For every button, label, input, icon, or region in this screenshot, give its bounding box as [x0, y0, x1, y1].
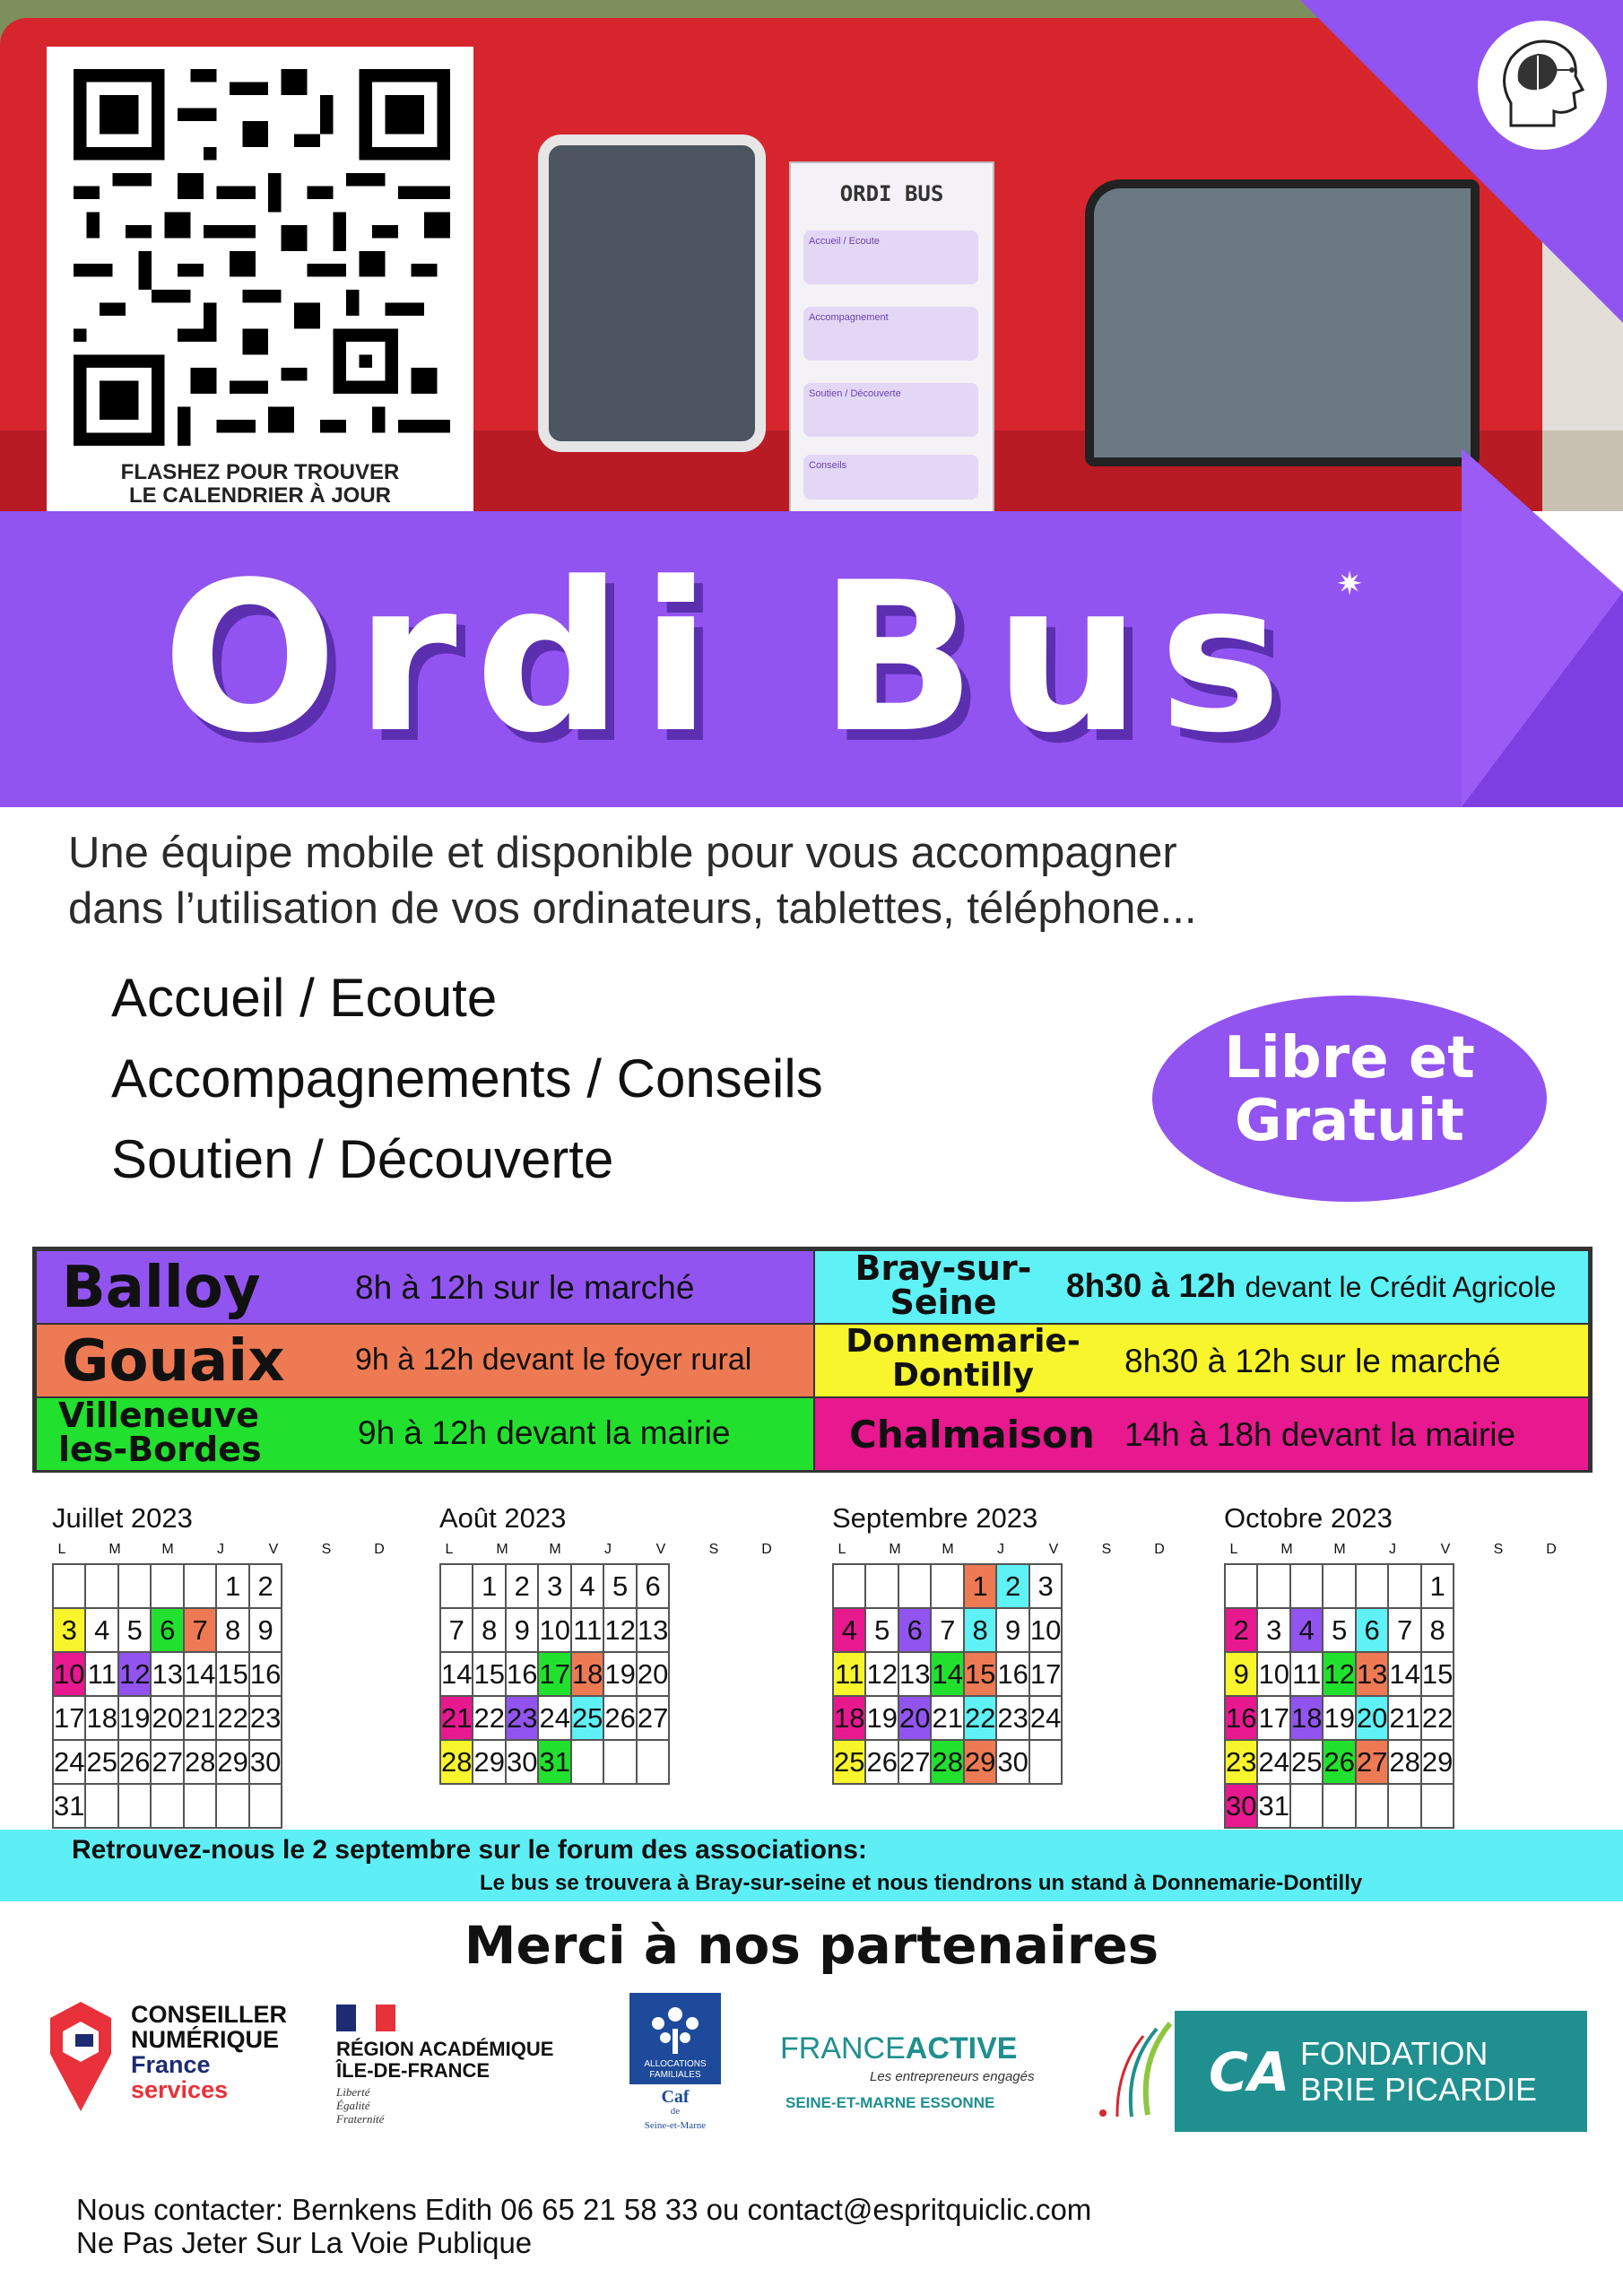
van-side-window: [538, 135, 766, 452]
calendar-day: 24: [1029, 1696, 1062, 1740]
calendar-day-header: J: [1389, 1542, 1396, 1557]
fondation-brie-picardie-logo: [1175, 2011, 1587, 2132]
calendar-day-header: L: [1229, 1542, 1238, 1557]
calendar-day: 1: [1421, 1564, 1454, 1608]
logo-text: Fraternité: [336, 2112, 385, 2126]
calendar-day: 8: [1421, 1608, 1454, 1652]
qr-code-panel: [47, 47, 473, 513]
town-hours: 9h à 12h devant le foyer rural: [355, 1343, 752, 1377]
calendar-day: 7: [931, 1608, 963, 1652]
calendar-day: 23: [1225, 1740, 1257, 1784]
calendar-day-header: M: [108, 1542, 121, 1557]
calendar-day: 16: [249, 1652, 282, 1696]
banner-arrow-shape: [1462, 448, 1623, 807]
conseiller-numerique-logo: [45, 1998, 305, 2115]
calendar-day: 28: [931, 1740, 963, 1784]
qr-code[interactable]: [74, 69, 450, 446]
calendar-day: 21: [1388, 1696, 1420, 1740]
calendar-day-header: M: [942, 1542, 954, 1557]
calendar-day: 20: [637, 1652, 669, 1696]
intro-text: [68, 825, 1557, 936]
calendar-month-title: Septembre 2023: [832, 1502, 1038, 1534]
calendar-day: [1388, 1784, 1420, 1828]
calendar-day: 12: [118, 1652, 151, 1696]
calendar-day: 9: [506, 1608, 538, 1652]
calendar-day: 4: [571, 1564, 603, 1608]
calendar-day-header: L: [838, 1542, 846, 1557]
calendar-day: 15: [1421, 1652, 1454, 1696]
calendar-day-header: M: [889, 1542, 901, 1557]
calendar-day: 13: [151, 1652, 183, 1696]
logo-text: FONDATION: [1300, 2035, 1488, 2072]
calendar-day: [931, 1564, 963, 1608]
calendar-day: 13: [898, 1652, 931, 1696]
calendar-day: 31: [53, 1784, 85, 1828]
calendar-day: 21: [440, 1696, 473, 1740]
calendar-day: 30: [1225, 1784, 1257, 1828]
calendar-day: 9: [249, 1608, 282, 1652]
calendar-day: [1323, 1784, 1355, 1828]
brain-head-logo: [1475, 18, 1610, 152]
calendar-day: 10: [1257, 1652, 1289, 1696]
calendar-day: 25: [85, 1740, 117, 1784]
calendar-grid: [439, 1563, 670, 1785]
qr-caption: [47, 461, 473, 508]
calendar-day: 3: [1257, 1608, 1289, 1652]
calendar-day: [151, 1564, 183, 1608]
calendar-day: 26: [603, 1696, 636, 1740]
calendar-day: [1388, 1564, 1420, 1608]
qr-caption-line: FLASHEZ POUR TROUVER: [120, 460, 400, 484]
calendar-day: 8: [473, 1608, 505, 1652]
forum-line: Le bus se trouvera à Bray-sur-seine et nous tiendrons un stand à Donnemarie-Dontilly: [480, 1871, 1363, 1895]
calendar-day: 16: [996, 1652, 1028, 1696]
board-item: Accueil / Ecoute: [803, 230, 978, 284]
calendar-day: 25: [833, 1740, 865, 1784]
logo-text: ÎLE-DE-FRANCE: [336, 2059, 490, 2082]
calendar-day: 28: [1388, 1740, 1420, 1784]
calendar-day: 11: [85, 1652, 117, 1696]
calendar-day: 7: [1388, 1608, 1420, 1652]
calendar-day: 1: [473, 1564, 505, 1608]
free-badge: [1152, 996, 1547, 1202]
calendar-day: 29: [216, 1740, 248, 1784]
town-name: Balloy: [62, 1255, 261, 1321]
calendar-day: [1290, 1784, 1323, 1828]
calendar-day: 12: [1323, 1652, 1355, 1696]
calendar-day: 20: [1356, 1696, 1388, 1740]
calendar-day: [85, 1564, 117, 1608]
calendar-day: 27: [151, 1740, 183, 1784]
calendar-day: 14: [931, 1652, 963, 1696]
town-name: Bray-sur- Seine: [855, 1249, 1032, 1322]
french-flag-icon: [336, 2005, 395, 2031]
calendar-day: 11: [571, 1608, 603, 1652]
calendar-day: 30: [249, 1740, 282, 1784]
calendar-day: 22: [1421, 1696, 1454, 1740]
calendar-day: 17: [538, 1652, 570, 1696]
board-title: ORDI BUS: [839, 181, 944, 206]
calendar-day: 19: [118, 1696, 151, 1740]
calendar-day: [118, 1784, 151, 1828]
calendar-day: 15: [473, 1652, 505, 1696]
calendar-day: 30: [506, 1740, 538, 1784]
logo-text: ALLOCATIONS: [644, 2059, 707, 2069]
calendar-day: 13: [637, 1608, 669, 1652]
town-hours: 14h à 18h devant la mairie: [1124, 1416, 1516, 1453]
calendar-day: [53, 1564, 85, 1608]
calendar-day: [833, 1564, 865, 1608]
contact-info: Nous contacter: Bernkens Edith 06 65 21 58 33 ou contact@espritquiclic.com: [76, 2193, 1092, 2226]
calendar-day: 29: [473, 1740, 505, 1784]
family-tree-icon: [642, 2002, 708, 2056]
schedule-cell-gouaix: [35, 1323, 815, 1398]
van-info-board: [789, 161, 994, 511]
calendar-day: 23: [249, 1696, 282, 1740]
calendar-day: 3: [53, 1608, 85, 1652]
calendar-day: 15: [964, 1652, 996, 1696]
calendar-day: 4: [833, 1608, 865, 1652]
calendar-day: 22: [216, 1696, 248, 1740]
partners-title: Merci à nos partenaires: [464, 1915, 1159, 1976]
calendar-day-header: L: [445, 1542, 454, 1557]
calendar-day-header: V: [655, 1542, 666, 1557]
calendar-day: 2: [996, 1564, 1028, 1608]
calendar-day: 21: [184, 1696, 216, 1740]
calendar-day: [1029, 1740, 1062, 1784]
calendar-day: 29: [964, 1740, 996, 1784]
calendar-day: [1356, 1784, 1388, 1828]
calendar-day: 1: [964, 1564, 996, 1608]
calendar-day: 6: [898, 1608, 931, 1652]
calendar-day: 7: [184, 1608, 216, 1652]
calendar-day: 31: [538, 1740, 570, 1784]
calendar-day: 22: [473, 1696, 505, 1740]
forum-line: Retrouvez-nous le 2 septembre sur le forum des associations:: [72, 1835, 867, 1865]
calendar-day: 4: [1290, 1608, 1323, 1652]
calendar-day: [249, 1784, 282, 1828]
logo-text: CONSEILLER: [131, 2001, 288, 2028]
town-name: Donnemarie- Dontilly: [846, 1323, 1081, 1394]
calendar-day: 21: [931, 1696, 963, 1740]
calendar-day: [184, 1784, 216, 1828]
calendar-day: 2: [249, 1564, 282, 1608]
service-item: Soutien / Découverte: [111, 1129, 614, 1189]
calendar-day: 18: [1290, 1696, 1323, 1740]
badge-line: Gratuit: [1235, 1088, 1464, 1154]
logo-text: services: [131, 2076, 229, 2103]
calendar-day: [216, 1784, 248, 1828]
calendar-month-title: Octobre 2023: [1224, 1502, 1393, 1534]
fondation-swoosh-icon: [1085, 2016, 1184, 2124]
calendar-day-header: M: [496, 1542, 508, 1557]
calendar-day-header: M: [1333, 1542, 1346, 1557]
logo-text: Les entrepreneurs engagés: [870, 2069, 1035, 2084]
calendar-grid: [832, 1563, 1063, 1785]
calendar-day: 19: [865, 1696, 898, 1740]
calendar-day-header: D: [1546, 1542, 1557, 1557]
logo-text: RÉGION ACADÉMIQUE: [336, 2038, 554, 2060]
calendar-day-header: V: [268, 1542, 279, 1557]
calendar-day: 27: [637, 1696, 669, 1740]
logo-text: NUMÉRIQUE: [131, 2026, 280, 2053]
calendar-day: 25: [571, 1696, 603, 1740]
calendar-grid: [1224, 1563, 1454, 1829]
calendar-day: [637, 1740, 669, 1784]
schedule-cell-villeneuve: [35, 1396, 815, 1472]
calendar-day-header: L: [57, 1542, 66, 1557]
calendar-day: [603, 1740, 636, 1784]
calendar-day: 11: [833, 1652, 865, 1696]
intro-line: dans l’utilisation de vos ordinateurs, tablettes, téléphone...: [68, 884, 1197, 933]
schedule-table: [32, 1247, 1593, 1473]
town-name: Villeneuve les-Bordes: [58, 1396, 262, 1469]
calendar-day-header: D: [374, 1542, 385, 1557]
calendar-day: [571, 1740, 603, 1784]
schedule-cell-bray: [813, 1249, 1590, 1325]
calendar-day: 16: [506, 1652, 538, 1696]
town-name: Gouaix: [62, 1328, 285, 1395]
calendar-day: 17: [1257, 1696, 1289, 1740]
calendar-day: 18: [833, 1696, 865, 1740]
calendar-day: 10: [538, 1608, 570, 1652]
calendar-day: 3: [538, 1564, 570, 1608]
badge-line: Libre et: [1224, 1025, 1475, 1091]
caf-logo: [629, 1993, 721, 2145]
calendar-day: 23: [996, 1696, 1028, 1740]
calendar-day: [1356, 1564, 1388, 1608]
calendar-day: [118, 1564, 151, 1608]
board-item: Conseils: [803, 455, 978, 500]
town-hours: 8h à 12h sur le marché: [355, 1269, 695, 1306]
logo-text: France: [131, 2051, 211, 2078]
logo-text: FRANCEACTIVE: [780, 2031, 1018, 2066]
calendar-day: 5: [118, 1608, 151, 1652]
schedule-cell-donnemarie: [813, 1323, 1590, 1398]
calendar-day: [1257, 1564, 1289, 1608]
calendar-day: 2: [506, 1564, 538, 1608]
intro-line: Une équipe mobile et disponible pour vous accompagner: [68, 829, 1177, 877]
region-academique-logo: [336, 2005, 596, 2130]
logo-text: Égalité: [336, 2099, 370, 2112]
calendar-day-header: M: [1280, 1542, 1293, 1557]
schedule-cell-balloy: [35, 1249, 815, 1325]
disclaimer: Ne Pas Jeter Sur La Voie Publique: [76, 2226, 533, 2259]
calendar-day-header: V: [1048, 1542, 1059, 1557]
calendar-day: 29: [1421, 1740, 1454, 1784]
calendar-day: 9: [996, 1608, 1028, 1652]
calendar-day: 19: [1323, 1696, 1355, 1740]
calendar-day: [184, 1564, 216, 1608]
calendar-day: [1290, 1564, 1323, 1608]
calendar-day: 23: [506, 1696, 538, 1740]
calendar-day: 31: [1257, 1784, 1289, 1828]
calendar-day: 20: [151, 1696, 183, 1740]
board-item: Soutien / Découverte: [803, 383, 978, 437]
ca-mark-icon: CA: [1209, 2041, 1290, 2104]
logo-text: SEINE-ET-MARNE ESSONNE: [785, 2094, 995, 2111]
calendar-day-header: S: [321, 1542, 332, 1557]
calendar-day: [865, 1564, 898, 1608]
town-name: Chalmaison: [849, 1413, 1095, 1457]
calendar-day: 12: [865, 1652, 898, 1696]
calendar-day-header: S: [708, 1542, 719, 1557]
calendar-grid: [52, 1563, 282, 1829]
logo-text: Seine-et-Marne: [644, 2120, 707, 2131]
calendar-day: [1225, 1564, 1257, 1608]
calendar-day: 1: [216, 1564, 248, 1608]
logo-text: de: [670, 2106, 681, 2117]
calendar-day: 24: [53, 1740, 85, 1784]
calendar-day-header: S: [1493, 1542, 1504, 1557]
calendar-day: 6: [151, 1608, 183, 1652]
calendar-day: 28: [184, 1740, 216, 1784]
calendar-day: 18: [571, 1652, 603, 1696]
france-active-logo: [780, 2031, 1049, 2130]
calendar-day-header: S: [1101, 1542, 1112, 1557]
calendar-day: 12: [603, 1608, 636, 1652]
calendar-day: 20: [898, 1696, 931, 1740]
calendar-day: 26: [118, 1740, 151, 1784]
calendar-day: 27: [898, 1740, 931, 1784]
town-hours: 9h à 12h devant la mairie: [358, 1414, 731, 1451]
town-hours: 8h30 à 12h devant le Crédit Agricole: [1066, 1267, 1557, 1304]
calendar-day: 8: [216, 1608, 248, 1652]
board-item: Accompagnement: [803, 307, 978, 361]
calendar-day: 7: [440, 1608, 473, 1652]
calendar-day: [440, 1564, 473, 1608]
calendar-day: [151, 1784, 183, 1828]
calendar-day: 5: [865, 1608, 898, 1652]
calendar-day: 17: [53, 1696, 85, 1740]
calendar-day-header: J: [604, 1542, 612, 1557]
logo-text: BRIE PICARDIE: [1300, 2071, 1538, 2108]
calendar-day: 2: [1225, 1608, 1257, 1652]
page-title: Ordi Bus: [161, 539, 1300, 778]
calendar-day-header: M: [549, 1542, 561, 1557]
calendar-day: 18: [85, 1696, 117, 1740]
calendar-day: [898, 1564, 931, 1608]
sparkle-icon: ✷: [1336, 565, 1364, 602]
calendar-day: [1421, 1784, 1454, 1828]
calendar-day: 28: [440, 1740, 473, 1784]
schedule-cell-chalmaison: [813, 1396, 1590, 1472]
calendar-day-header: V: [1440, 1542, 1451, 1557]
map-pin-icon: [45, 1998, 117, 2115]
calendar-day: 13: [1356, 1652, 1388, 1696]
calendar-day: 25: [1290, 1740, 1323, 1784]
service-item: Accompagnements / Conseils: [111, 1048, 823, 1109]
calendar-day: 30: [996, 1740, 1028, 1784]
calendar-day: 22: [964, 1696, 996, 1740]
calendar-month-title: Août 2023: [439, 1502, 567, 1534]
calendar-day: 6: [1356, 1608, 1388, 1652]
calendar-day: 24: [538, 1696, 570, 1740]
calendar-day: 14: [184, 1652, 216, 1696]
calendar-day: 10: [1029, 1608, 1062, 1652]
forum-banner: [0, 1830, 1623, 1901]
calendar-day: 19: [603, 1652, 636, 1696]
calendar-day-header: J: [217, 1542, 224, 1557]
calendar-day: 11: [1290, 1652, 1323, 1696]
calendar-day: 4: [85, 1608, 117, 1652]
calendar-day-header: J: [997, 1542, 1004, 1557]
calendar-day: 17: [1029, 1652, 1062, 1696]
calendar-day: 26: [1323, 1740, 1355, 1784]
calendar-day: [85, 1784, 117, 1828]
calendar-day-header: D: [1154, 1542, 1165, 1557]
calendar-day: 5: [1323, 1608, 1355, 1652]
calendar-month-title: Juillet 2023: [52, 1502, 193, 1534]
calendar-day-header: M: [161, 1542, 174, 1557]
calendar-day: 14: [440, 1652, 473, 1696]
calendar-day: 3: [1029, 1564, 1062, 1608]
calendar-day: [1323, 1564, 1355, 1608]
calendar-day: 6: [637, 1564, 669, 1608]
calendar-day: 24: [1257, 1740, 1289, 1784]
calendar-day: 8: [964, 1608, 996, 1652]
town-hours: 8h30 à 12h sur le marché: [1124, 1343, 1501, 1379]
calendar-day: 26: [865, 1740, 898, 1784]
service-item: Accueil / Ecoute: [111, 968, 498, 1028]
calendar-day-header: D: [761, 1542, 772, 1557]
logo-text: Liberté: [336, 2085, 370, 2099]
calendar-day: 14: [1388, 1652, 1420, 1696]
calendar-day: 16: [1225, 1696, 1257, 1740]
calendar-day: 9: [1225, 1652, 1257, 1696]
calendar-day: 5: [603, 1564, 636, 1608]
calendar-day: 27: [1356, 1740, 1388, 1784]
calendar-day: 10: [53, 1652, 85, 1696]
logo-text: FAMILIALES: [649, 2070, 701, 2080]
logo-text: Caf: [661, 2087, 690, 2107]
qr-caption-line: LE CALENDRIER À JOUR: [128, 483, 392, 508]
calendar-day: 15: [216, 1652, 248, 1696]
